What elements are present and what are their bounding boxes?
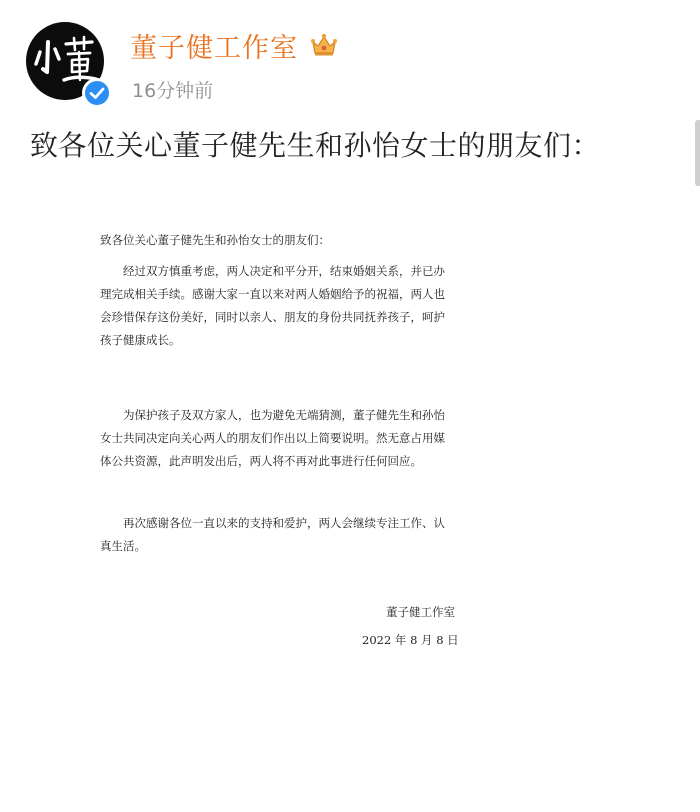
letter-salutation: 致各位关心董子健先生和孙怡女士的朋友们： xyxy=(100,233,330,247)
letter-line: 体公共资源，此声明发出后，两人将不再对此事进行任何回应。 xyxy=(100,454,422,468)
post-text: 致各位关心董子健先生和孙怡女士的朋友们： xyxy=(30,129,601,162)
letter-line: 孩子健康成长。 xyxy=(100,333,181,347)
letter-line: 会珍惜保存这份美好，同时以亲人、朋友的身份共同抚养孩子，呵护 xyxy=(100,310,445,324)
letter-paragraph-1 xyxy=(100,260,468,352)
letter-line: 女士共同决定向关心两人的朋友们作出以上简要说明。然无意占用媒 xyxy=(100,431,445,445)
letter-date: 2022 年 8 月 8 日 xyxy=(362,633,459,647)
letter-line: 为保护孩子及双方家人，也为避免无端猜测，董子健先生和孙怡 xyxy=(123,408,445,422)
letter-signature: 董子健工作室 xyxy=(386,605,455,619)
letter-line: 经过双方慎重考虑，两人决定和平分开，结束婚姻关系，并已办 xyxy=(123,264,445,278)
avatar[interactable] xyxy=(26,22,104,100)
letter-paragraph-2 xyxy=(100,404,468,473)
verified-check-icon xyxy=(85,81,109,105)
post-header xyxy=(26,22,666,102)
verified-badge xyxy=(82,78,112,108)
post-timestamp: 16分钟前 xyxy=(132,80,214,102)
letter-line: 理完成相关手续。感谢大家一直以来对两人婚姻给予的祝福，两人也 xyxy=(100,287,445,301)
letter-line: 真生活。 xyxy=(100,539,146,553)
scroll-indicator[interactable] xyxy=(695,120,700,186)
letter-paragraph-3 xyxy=(100,512,468,558)
letter-line: 再次感谢各位一直以来的支持和爱护，两人会继续专注工作、认 xyxy=(123,516,445,530)
crown-icon[interactable] xyxy=(310,32,338,58)
account-name[interactable]: 董子健工作室 xyxy=(130,33,298,64)
